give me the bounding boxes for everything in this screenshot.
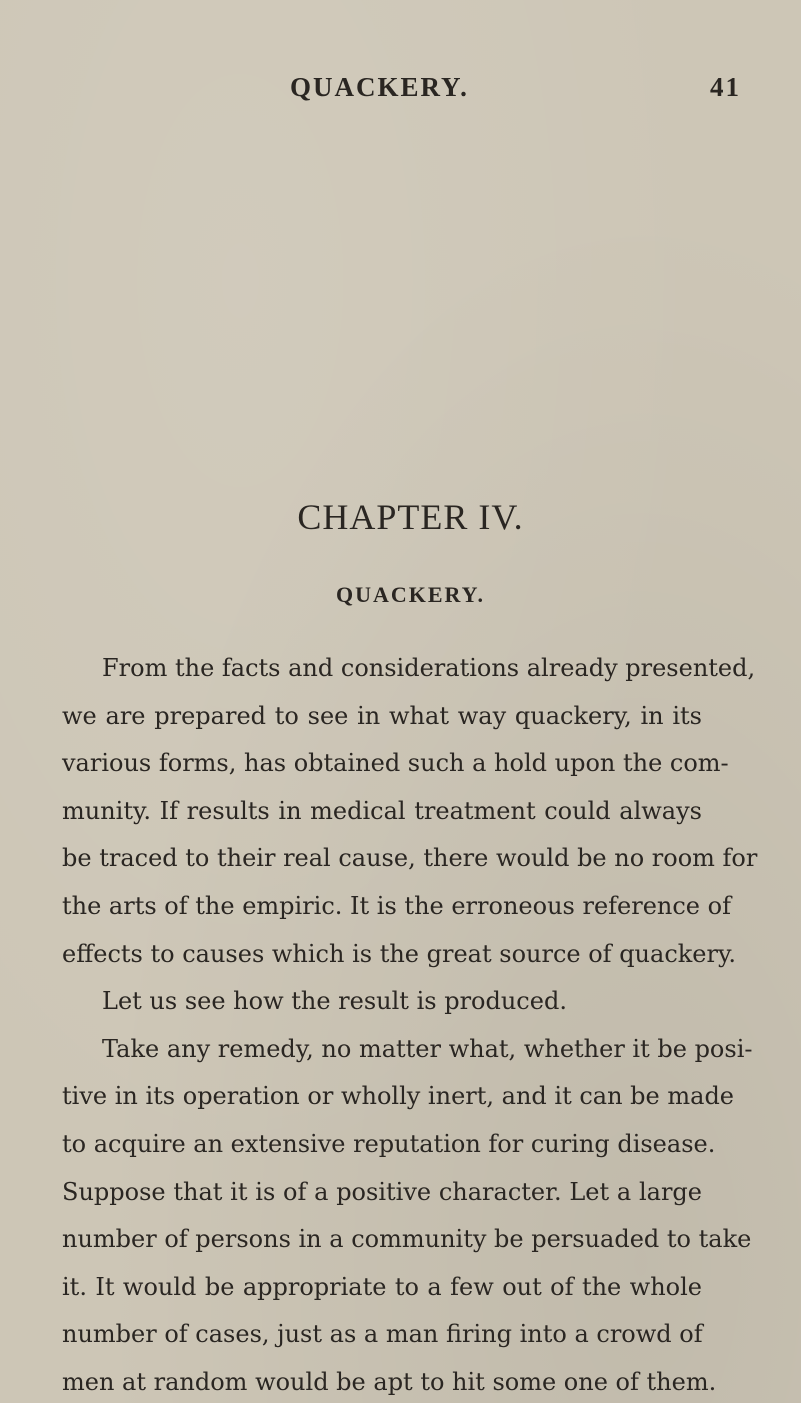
text-line: effects to causes which is the great source of quackery. (62, 939, 736, 968)
paragraph-1 (62, 645, 758, 978)
text-line: tive in its operation or wholly inert, and it can be made (62, 1082, 735, 1111)
text-line: the arts of the empiric. It is the erroneous reference of (62, 891, 731, 920)
text-line: various forms, has obtained such a hold upon the com- (62, 749, 729, 778)
text-line: we are prepared to see in what way quackery, in its (62, 701, 702, 730)
chapter-title: CHAPTER IV. (297, 497, 524, 537)
running-title: QUACKERY. (290, 72, 469, 102)
text-line: Let us see how the result is produced. (102, 987, 567, 1016)
text-line: Take any remedy, no matter what, whether it be posi- (102, 1034, 753, 1063)
text-line: men at random would be apt to hit some one of them. (62, 1367, 717, 1396)
paragraph-3 (62, 1026, 753, 1403)
body-text (62, 645, 758, 1403)
text-line: it. It would be appropriate to a few out of the whole (62, 1272, 702, 1301)
text-line: From the facts and considerations already presented, (102, 654, 756, 682)
text-line: munity. If results in medical treatment could always (62, 796, 702, 825)
text-line: number of cases, just as a man firing into a crowd of (62, 1320, 703, 1349)
page-number: 41 (710, 72, 741, 102)
text-line: Suppose that it is of a positive character. Let a large (62, 1177, 702, 1206)
text-line: to acquire an extensive reputation for curing disease. (62, 1129, 716, 1158)
text-line: be traced to their real cause, there would be no room for (62, 844, 758, 873)
paragraph-2 (62, 978, 702, 1026)
running-head (290, 72, 741, 112)
text-line: number of persons in a community be persuaded to take (62, 1225, 752, 1254)
chapter-subtitle: QUACKERY. (335, 582, 486, 607)
